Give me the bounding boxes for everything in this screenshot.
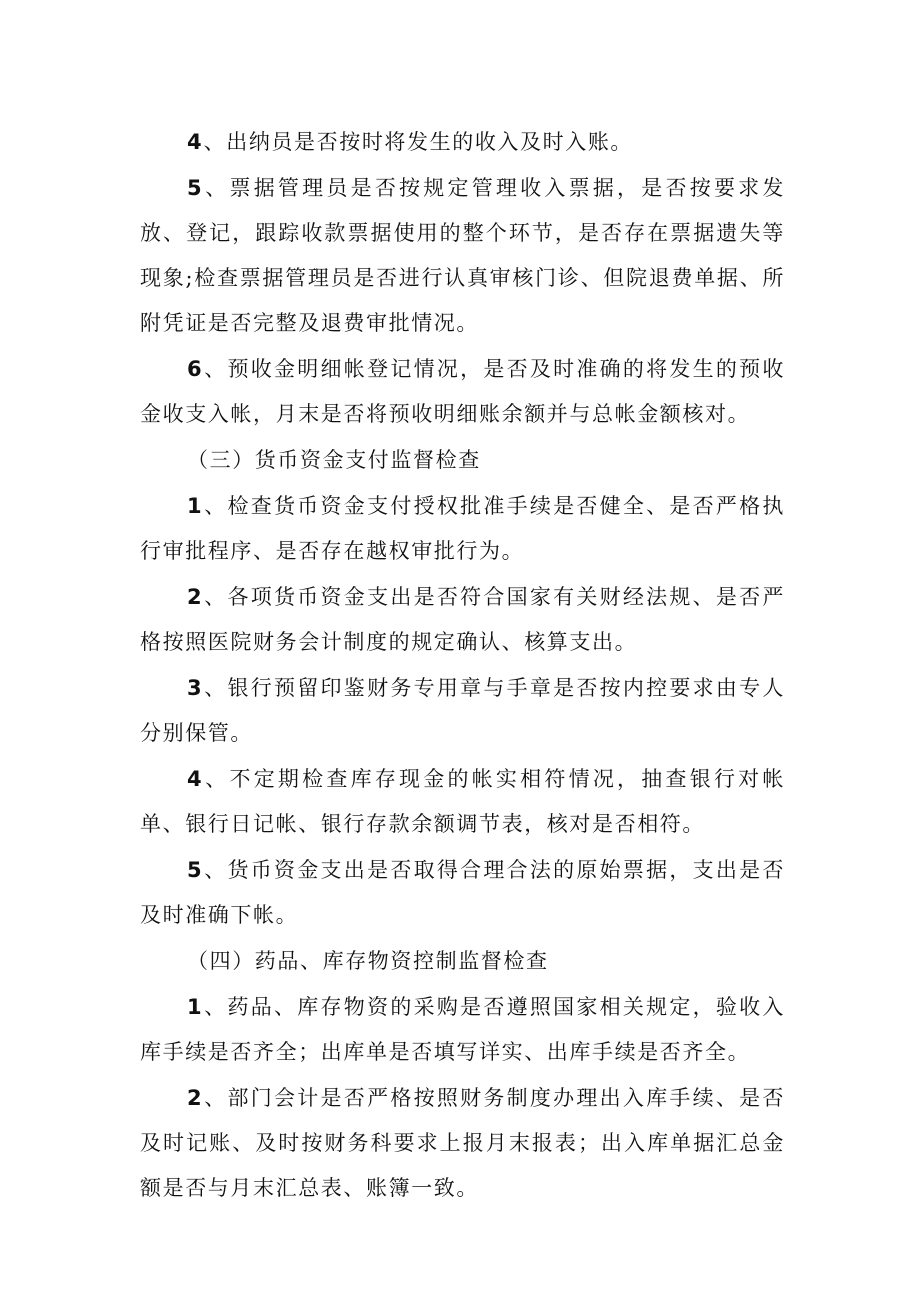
paragraph-text: 、银行预留印鉴财务专用章与手章是否按内控要求由专人分别保管。 [140, 676, 785, 745]
paragraph-item-2b [140, 575, 785, 665]
paragraph-item-5b [140, 848, 785, 938]
item-number: 2 [187, 1086, 202, 1110]
paragraph-text: 、各项货币资金支出是否符合国家有关财经法规、是否严格按照医院财务会计制度的规定确认、核算支出。 [140, 585, 785, 654]
item-number: 1 [187, 494, 202, 518]
paragraph-text: 、出纳员是否按时将发生的收入及时入账。 [203, 130, 634, 154]
paragraph-item-4a [140, 120, 785, 165]
section-heading-3: （三）货币资金支付监督检查 [187, 448, 481, 472]
item-number: 4 [187, 767, 202, 791]
paragraph-text: 、票据管理员是否按规定管理收入票据，是否按要求发放、登记，跟踪收款票据使用的整个环节，是否存在票据遗失等现象;检查票据管理员是否进行认真审核门诊、但院退费单据、所附凭证是否完整及退费审批情况。 [140, 176, 785, 335]
paragraph-text: 、药品、库存物资的采购是否遵照国家相关规定，验收入库手续是否齐全；出库单是否填写详实、出库手续是否齐全。 [140, 995, 785, 1064]
paragraph-item-5a [140, 166, 785, 346]
item-number: 4 [187, 130, 202, 154]
paragraph-item-4b [140, 757, 785, 847]
paragraph-item-3b [140, 666, 785, 756]
item-number: 1 [187, 995, 202, 1019]
item-number: 3 [187, 676, 202, 700]
paragraph-item-1c [140, 985, 785, 1075]
item-number: 5 [187, 858, 202, 882]
section-heading-4: （四）药品、库存物资控制监督检查 [187, 949, 549, 973]
item-number: 2 [187, 585, 202, 609]
paragraph-item-1b [140, 484, 785, 574]
paragraph-text: 、不定期检查库存现金的帐实相符情况，抽查银行对帐单、银行日记帐、银行存款余额调节表，核对是否相符。 [140, 767, 785, 836]
document-body [140, 120, 785, 1212]
paragraph-item-6a [140, 347, 785, 437]
paragraph-text: 、检查货币资金支付授权批准手续是否健全、是否严格执行审批程序、是否存在越权审批行为。 [140, 494, 785, 563]
paragraph-text: 、部门会计是否严格按照财务制度办理出入库手续、是否及时记账、及时按财务科要求上报月末报表；出入库单据汇总金额是否与月末汇总表、账簿一致。 [140, 1086, 785, 1200]
paragraph-text: 、预收金明细帐登记情况，是否及时准确的将发生的预收金收支入帐，月末是否将预收明细账余额并与总帐金额核对。 [140, 357, 785, 426]
item-number: 5 [187, 176, 202, 200]
item-number: 6 [187, 357, 202, 381]
paragraph-item-2c [140, 1076, 785, 1211]
paragraph-text: 、货币资金支出是否取得合理合法的原始票据，支出是否及时准确下帐。 [140, 858, 785, 927]
